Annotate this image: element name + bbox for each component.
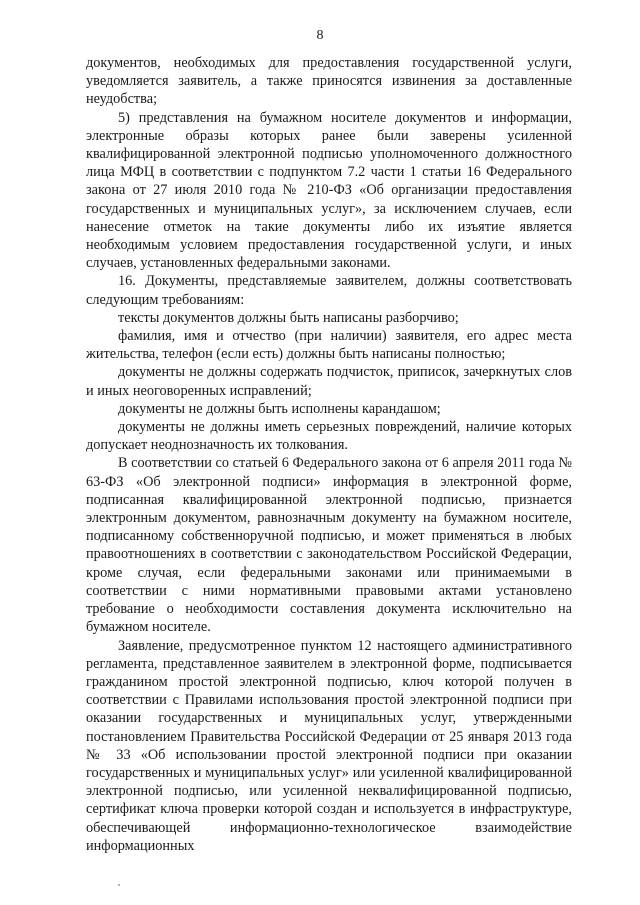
document-body — [86, 54, 572, 855]
paragraph-section-16: 16. Документы, представляемые заявителем, должны соответствовать следующим требованиям: — [86, 273, 572, 308]
scan-speck — [118, 884, 120, 886]
requirement-no-corrections: документы не должны содержать подчисток, приписок, зачеркнутых слов и иных неоговоренных исправлений; — [86, 364, 572, 399]
paragraph-electronic-signature-law: В соответствии со статьей 6 Федерального закона от 6 апреля 2011 года № 63-ФЗ «Об электронной подписи» информация в электронной форме, подписанная квалифицированной электронной подписью, признается электронным документом, равнозначным документу на бумажном носителе, подписанному собственноручной подписью, и может применяться в любых правоотношениях в соответствии с законодательством Российской Федерации, кроме случая, если федеральными законами или принимаемыми в соответствии с ними нормативными правовыми актами установлено требование о необходимости составления документа исключительно на бумажном носителе. — [86, 455, 572, 636]
paragraph-application-signing: Заявление, предусмотренное пунктом 12 настоящего административного регламента, представленное заявителем в электронной форме, подписывается гражданином простой электронной подписью, ключ которой получен в соответствии с Правилами использования простой электронной подписи при оказании государственных и муниципальных услуг, утвержденными постановлением Правительства Российской Федерации от 25 января 2013 года № 33 «Об использовании простой электронной подписи при оказании государственных и муниципальных услуг» или усиленной квалифицированной электронной подписью, или усиленной неквалифицированной подписью, сертификат ключа проверки которой создан и используется в инфраструктуре, обеспечивающей информационно-технологическое взаимодействие информационных — [86, 637, 572, 854]
requirement-no-damage: документы не должны иметь серьезных повреждений, наличие которых допускает неоднозначность их толкования. — [86, 419, 572, 454]
page-number: 8 — [316, 28, 324, 43]
requirement-legible: тексты документов должны быть написаны разборчиво; — [118, 309, 459, 326]
paragraph-item-5: 5) представления на бумажном носителе документов и информации, электронные образы которых ранее были заверены усиленной квалифицированной электронной подписью уполномоченного должностного лица МФЦ в соответствии с подпунктом 7.2 части 1 статьи 16 Федерального закона от 27 июля 2010 года № 210-ФЗ «Об организации предоставления государственных и муниципальных услуг», за исключением случаев, если нанесение отметок на такие документы либо их изъятие является необходимым условием предоставления государственной услуги, и иных случаев, установленных федеральными законами. — [86, 109, 572, 272]
requirement-full-name: фамилия, имя и отчество (при наличии) заявителя, его адрес места жительства, телефон (если есть) должны быть написаны полностью; — [86, 328, 572, 363]
paragraph-continuation: документов, необходимых для предоставления государственной услуги, уведомляется заявитель, а также приносятся извинения за доставленные неудобства; — [86, 55, 572, 108]
requirement-no-pencil: документы не должны быть исполнены карандашом; — [118, 400, 441, 417]
